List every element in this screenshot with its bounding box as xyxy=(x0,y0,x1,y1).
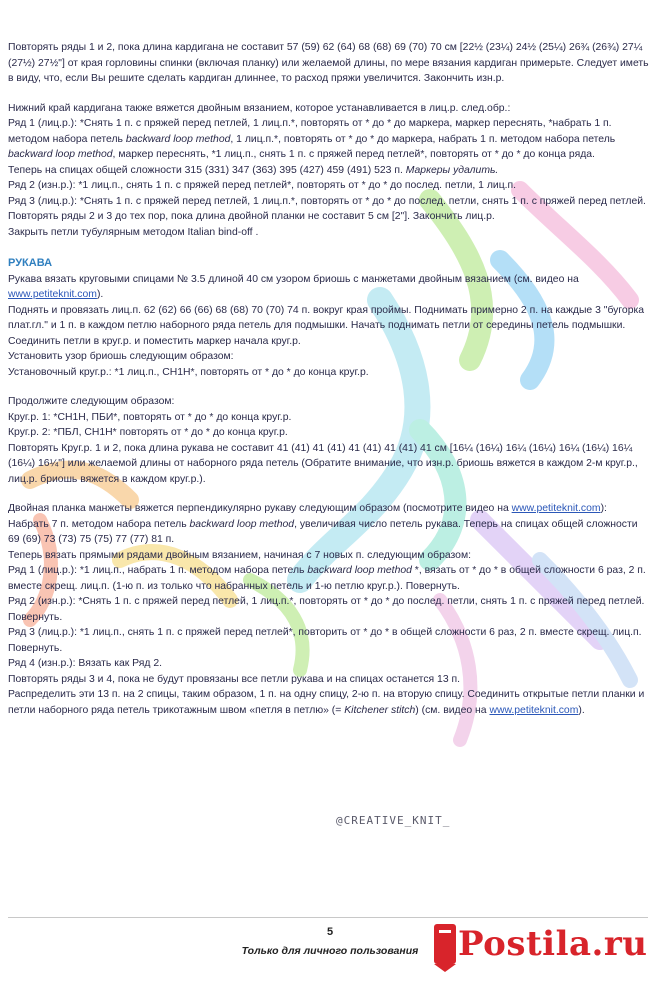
paragraph: Теперь на спицах общей сложности 315 (331) 347 (363) 395 (427) 459 (491) 523 п. Маркеры удалить. xyxy=(8,164,499,176)
paragraph: Рукава вязать круговыми спицами № 3.5 длиной 40 см узором бриошь с манжетами двойным вязанием (см. видео на www.petiteknit.com). xyxy=(8,273,579,300)
petiteknit-link[interactable]: www.petiteknit.com xyxy=(8,289,97,300)
paragraph: Круг.р. 2: *ПБЛ, СН1Н* повторять от * до * до конца круг.р. xyxy=(8,427,288,438)
paragraph: Ряд 1 (лиц.р.): *Снять 1 п. с пряжей перед петлей, 1 лиц.п.*, повторять от * до * до маркера, маркер переснять, *набрать 1 п. методом набора петель backward loop method, 1 лиц.п.*, повторять от * до * до маркера, набрать 1 п. методом набора петель backward loop method, маркер переснять, *1 лиц.п., снять 1 п. с пряжей перед петлей*, повторять от * до * до конца ряда. xyxy=(8,118,616,160)
paragraph: Ряд 2 (изн.р.): *Снять 1 п. с пряжей перед петлей, 1 лиц.п.*, повторять от * до * до послед. петли, снять 1 п. с пряжей перед петлей. Повернуть. xyxy=(8,596,645,623)
paragraph: Ряд 3 (лиц.р.): *1 лиц.п., снять 1 п. с пряжей перед петлей*, повторить от * до * в общей сложности 6 раз, 2 п. вместе скрещ. лиц.п. Повернуть. xyxy=(8,627,642,654)
footer-note: Только для личного пользования xyxy=(241,945,419,957)
paragraph: Ряд 4 (изн.р.): Вязать как Ряд 2. xyxy=(8,658,163,669)
paragraph: Ряд 2 (изн.р.): *1 лиц.п., снять 1 п. с пряжей перед петлей*, повторять от * до * до послед. петли, 1 лиц.п. xyxy=(8,180,517,191)
paragraph: Продолжите следующим образом: xyxy=(8,396,175,407)
paragraph: Повторять ряды 1 и 2, пока длина кардигана не составит 57 (59) 62 (64) 68 (68) 69 (70) 70 см [22½ (23¼) 24½ (25¼) 26¾ (26¾) 27¼ (27½) 27½"] от края горловины спинки (включая планку) или желаемой длины, по мере вязания кардиган примерьте. Следует иметь в виду, что, если Вы решите сделать кардиган длиннее, то расход пряжи увеличится. Закончить изн.р. xyxy=(8,42,649,84)
paragraph: Ряд 1 (лиц.р.): *1 лиц.п., набрать 1 п. методом набора петель backward loop method *, вязать от * до * в общей сложности 6 раз, 2 п. вместе скрещ. лиц.п. (1-ю п. из только что набранных петель и 1-ю петлю круг.р.). Повернуть. xyxy=(8,565,646,592)
paragraph: Распределить эти 13 п. на 2 спицы, таким образом, 1 п. на одну спицу, 2-ю п. на вторую спицу. Соединить открытые петли планки и петли наборного ряда петель трикотажным швом «петля в петлю» (= Kitchener stitch) (см. видео на www.petiteknit.com). xyxy=(8,689,645,716)
paragraph: Ряд 3 (лиц.р.): *Снять 1 п. с пряжей перед петлей, 1 лиц.п.*, повторять от * до * до послед. петли, снять 1 п. с пряжей перед петлей. xyxy=(8,195,646,207)
paragraph: Двойная планка манжеты вяжется перпендикулярно рукаву следующим образом (посмотрите видео на www.petiteknit.com): xyxy=(8,503,607,514)
watermark-text: @CREATIVE_KNIT_ xyxy=(336,814,451,827)
paragraph: Повторять Круг.р. 1 и 2, пока длина рукава не составит 41 (41) 41 (41) 41 (41) 41 (41) 41 см [16¼ (16¼) 16¼ (16¼) 16¼ (16¼) 16¼ (16¼) 16¼"] или желаемой длины от наборного ряда петель (Обратите внимание, что изн.р. бриошь вяжется в каждом 2-м круг.р., лиц.р. бриошь вяжется в каждом круг.р.). xyxy=(8,442,638,485)
instructions-text xyxy=(8,40,650,718)
paragraph: Нижний край кардигана также вяжется двойным вязанием, которое устанавливается в лиц.р. след.обр.: xyxy=(8,102,511,114)
postila-logo[interactable] xyxy=(430,918,656,984)
paragraph: Набрать 7 п. методом набора петель backward loop method, увеличивая число петель рукава. Теперь на спицах общей сложности 69 (69) 73 (73) 75 (75) 77 (77) 81 п. xyxy=(8,518,638,545)
paragraph: Круг.р. 1: *СН1Н, ПБИ*, повторять от * до * до конца круг.р. xyxy=(8,411,292,423)
petiteknit-link[interactable]: www.petiteknit.com xyxy=(489,704,579,716)
paragraph: Установочный круг.р.: *1 лиц.п., СН1Н*, повторять от * до * до конца круг.р. xyxy=(8,366,369,378)
paragraph: Повторять ряды 2 и 3 до тех пор, пока длина двойной планки не составит 5 см [2"]. Закончить лиц.р. xyxy=(8,211,495,222)
paragraph: Повторять ряды 3 и 4, пока не будут провязаны все петли рукава и на спицах останется 13 п. xyxy=(8,673,460,685)
paragraph: Поднять и провязать лиц.п. 62 (62) 66 (66) 68 (68) 70 (70) 74 п. вокруг края проймы. Поднимать примерно 2 п. на каждые 3 "бугорка плат.гл." и 1 п. в каждом петлю наборного ряда петель для подмышки. Начать поднимать петли от середины петель подмышки. Соединить петли в круг.р. и поместить маркер начала круг.р. xyxy=(8,304,645,347)
page-number: 5 xyxy=(326,926,334,938)
paragraph: Теперь вязать прямыми рядами двойным вязанием, начиная с 7 новых п. следующим образом: xyxy=(8,549,471,561)
postila-brand-text: Postila.ru xyxy=(458,924,648,964)
petiteknit-link[interactable]: www.petiteknit.com xyxy=(511,503,601,514)
section-heading: РУКАВА xyxy=(8,257,53,269)
postila-pin-icon xyxy=(430,924,460,972)
paragraph: Закрыть петли тубулярным методом Italian bind-off . xyxy=(8,226,259,238)
paragraph: Установить узор бриошь следующим образом: xyxy=(8,351,234,362)
